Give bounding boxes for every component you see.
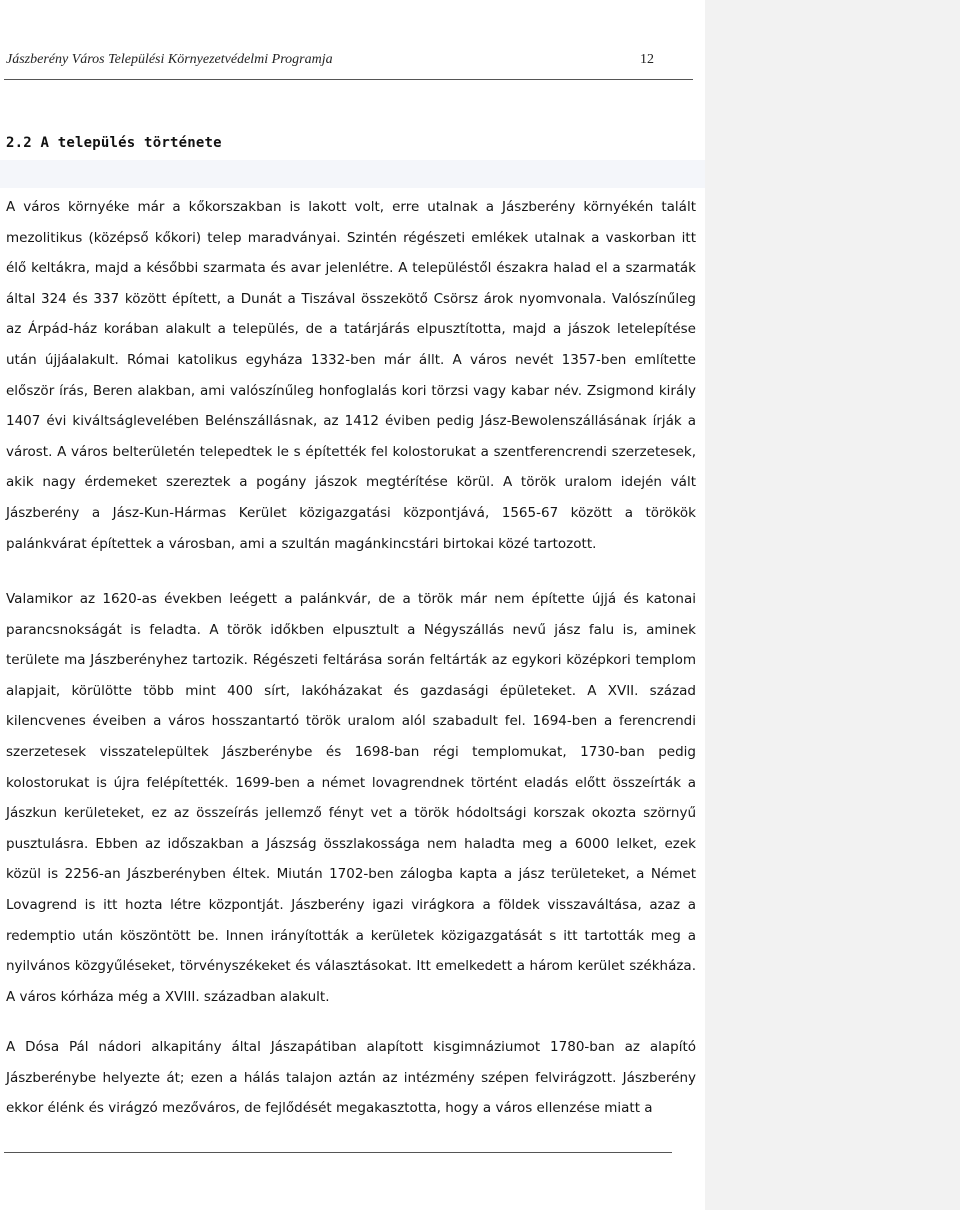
paragraph-history-school: A Dósa Pál nádori alkapitány által Jászapátiban alapított kisgimnáziumot 1780-ban az alapító Jászberénybe helyezte át; ezen a hálás talajon aztán az intézmény szépen felvirágzott. Jászberény ekkor élénk és virágzó mezőváros, de fejlődését megakasztotta, hogy a város ellenzése miatt a — [6, 1039, 696, 1117]
header-divider — [4, 79, 693, 80]
page-header — [6, 52, 693, 70]
section-highlight-band — [0, 160, 705, 188]
footer-divider — [4, 1152, 672, 1153]
header-title: Jászberény Város Települési Környezetvédelmi Programja — [6, 52, 333, 67]
paragraph-history-early: A város környéke már a kőkorszakban is lakott volt, erre utalnak a Jászberény környékén talált mezolitikus (középső kőkori) telep maradványai. Szintén régészeti emlékek utalnak a vaskorban itt élő keltákra, majd a későbbi szarmata és avar jelenlétre. A településtől északra halad el a szarmaták által 324 és 337 között épített, a Dunát a Tiszával összekötő Csörsz árok nyomvonala. Valószínűleg az Árpád-ház korában alakult a település, de a tatárjárás elpusztította, majd a jászok letelepítése után újjáalakult. Római katolikus egyháza 1332-ben már állt. A város nevét 1357-ben említette először írás, Beren alakban, ami valószínűleg honfoglalás kori törzsi vagy kabar név. Zsigmond király 1407 évi kiváltságlevelében Belénszállásnak, az 1412 éviben pedig Jász-Bewolenszállásának írják a várost. A város belterületén telepedtek le s építették fel kolostorukat a szentferencrendi szerzetesek, akik nagy érdemeket szereztek a pogány jászok megtérítése körül. A török uralom idején vált Jászberény a Jász-Kun-Hármas Kerület közigazgatási központjává, 1565-67 között a törökök palánkvárat építettek a városban, ami a szultán magánkincstári birtokai közé tartozott. — [6, 199, 696, 552]
page-number: 12 — [640, 52, 654, 67]
comment-margin-pane — [705, 0, 960, 1210]
paragraph-history-ottoman: Valamikor az 1620-as években leégett a palánkvár, de a török már nem építette újjá és katonai parancsnokságát is feladta. A török időkben elpusztult a Négyszállás nevű jász falu is, aminek területe ma Jászberényhez tartozik. Régészeti feltárása során feltárták az egykori középkori templom alapjait, körülötte több mint 400 sírt, lakóházakat és gazdasági épületeket. A XVII. század kilencvenes éveiben a város hosszantartó török uralom alól szabadult fel. 1694-ben a ferencrendi szerzetesek visszatelepültek Jászberénybe és 1698-ban régi templomukat, 1730-ban pedig kolostorukat is újra felépítették. 1699-ben a német lovagrendnek történt eladás előtt összeírták a Jászkun kerületeket, ez az összeírás jellemző fényt vet a török hódoltsági korszak okozta szörnyű pusztulásra. Ebben az időszakban a Jászság összlakossága nem haladta meg a 6000 lelket, ezek közül is 2256-an Jászberényben éltek. Miután 1702-ben zálogba kapta a jász területeket, a Német Lovagrend is itt hozta létre központját. Jászberény igazi virágkora a földek visszaváltása, azaz a redemptio után köszöntött be. Innen irányították a kerületek közigazgatását s itt tartották meg a nyilvános közgyűléseket, törvényszékeket és választásokat. Itt emelkedett a három kerület székháza. A város kórháza még a XVIII. században alakult. — [6, 591, 696, 1005]
section-heading: 2.2 A település története — [6, 135, 222, 151]
